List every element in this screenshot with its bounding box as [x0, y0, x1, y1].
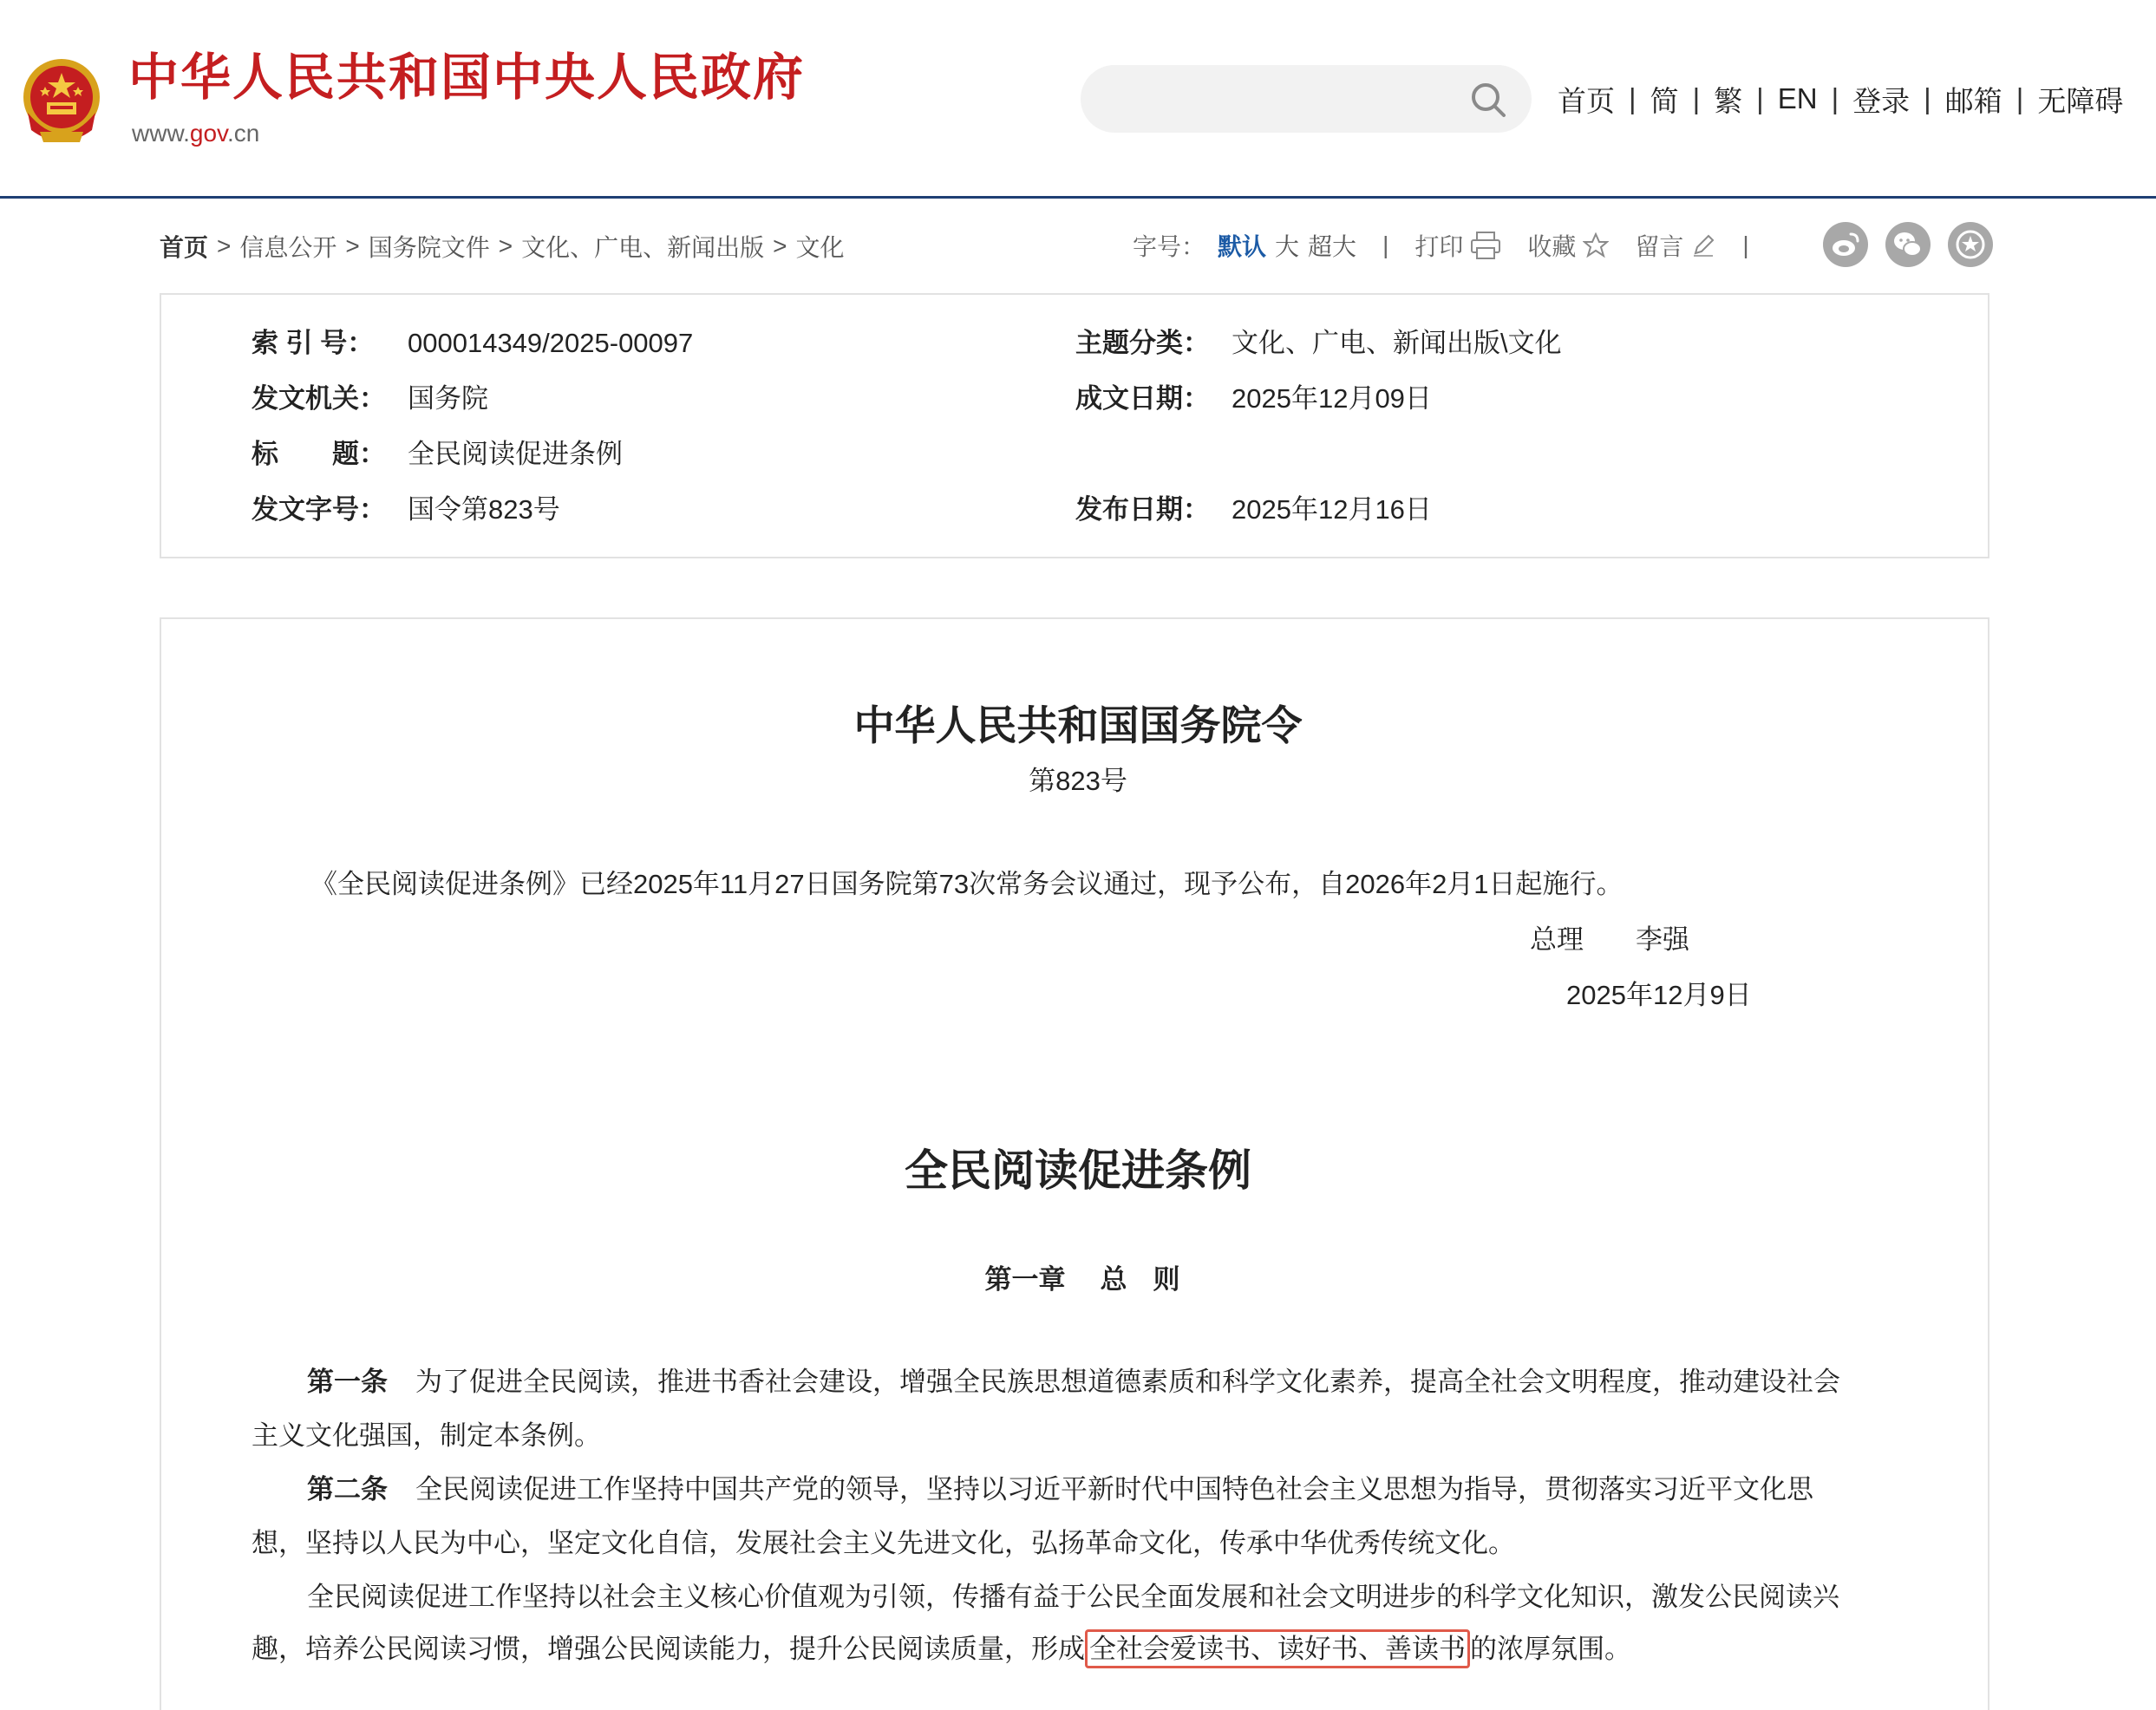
chapter-name-1: 总 — [1100, 1264, 1127, 1295]
font-size-label: 字号： — [1133, 233, 1206, 260]
premier-name: 李强 — [1636, 924, 1689, 955]
printer-icon — [1470, 231, 1501, 260]
meta-docno-value: 国令第823号 — [408, 494, 560, 525]
meta-docno-key: 发文字号： — [252, 494, 386, 525]
nav-login[interactable]: 登录 — [1852, 84, 1911, 117]
breadcrumb-culture-media[interactable]: 文化、广电、新闻出版 — [521, 234, 765, 261]
font-size-large[interactable]: 大 — [1275, 233, 1300, 260]
breadcrumb-home[interactable]: 首页 — [160, 234, 209, 261]
nav-traditional[interactable]: 繁 — [1714, 84, 1743, 117]
article-2-label: 第二条 — [307, 1474, 388, 1504]
search-icon[interactable] — [1469, 81, 1507, 119]
font-size-xlarge[interactable]: 超大 — [1308, 233, 1357, 260]
decree-title: 中华人民共和国国务院令 — [853, 702, 1303, 748]
wechat-icon[interactable] — [1885, 222, 1931, 267]
article-2b-line-1: 全民阅读促进工作坚持以社会主义核心价值观为引领，传播有益于公民全面发展和社会文明进步的科学文化知识，激发公民阅读兴 — [307, 1582, 1839, 1612]
breadcrumb-separator: > — [345, 232, 360, 259]
chapter-number: 第一章 — [984, 1264, 1066, 1295]
meta-topic-value: 文化、广电、新闻出版\文化 — [1232, 328, 1562, 358]
meta-written-value: 2025年12月09日 — [1232, 383, 1432, 414]
meta-topic-key: 主题分类： — [1075, 328, 1210, 358]
breadcrumb-info-public[interactable]: 信息公开 — [239, 234, 337, 261]
meta-published-value: 2025年12月16日 — [1232, 494, 1432, 525]
favorite-button[interactable] — [1527, 228, 1609, 263]
meta-title-value: 全民阅读促进条例 — [408, 439, 623, 469]
meta-title-key: 标 题： — [252, 439, 386, 469]
meta-issuer-value: 国务院 — [408, 383, 488, 414]
chapter-name-2: 则 — [1153, 1264, 1180, 1295]
meta-index — [252, 330, 693, 356]
meta-published-key: 发布日期： — [1075, 494, 1210, 525]
tools-separator: | — [1742, 232, 1749, 258]
weibo-icon[interactable] — [1823, 222, 1868, 267]
breadcrumb-culture[interactable]: 文化 — [795, 234, 845, 261]
meta-issuer — [252, 385, 488, 412]
search-box — [1081, 65, 1532, 133]
site-url-suffix: .cn — [226, 120, 260, 147]
nav-separator: | — [1831, 82, 1839, 114]
meta-index-key: 索 引 号： — [252, 328, 375, 358]
tools-separator: | — [1382, 232, 1389, 258]
print-button[interactable] — [1414, 228, 1501, 263]
meta-written-key: 成文日期： — [1075, 383, 1210, 414]
premier-title: 总理 — [1530, 924, 1584, 955]
nav-mailbox[interactable]: 邮箱 — [1944, 84, 2002, 117]
print-label: 打印 — [1414, 233, 1464, 260]
star-icon — [1583, 232, 1609, 258]
article-2b-text-pre: 趣，培养公民阅读习惯，增强公民阅读能力，提升公民阅读质量，形成 — [252, 1634, 1085, 1664]
decree-number: 第823号 — [1029, 766, 1127, 796]
article-1-text-1: 为了促进全民阅读，推进书香社会建设，增强全民族思想道德素质和科学文化素养，提高全社会文明程度，推动建设社会 — [415, 1367, 1840, 1397]
decree-text: 《全民阅读促进条例》已经2025年11月27日国务院第73次常务会议通过，现予公布，自2026年2月1日起施行。 — [310, 869, 1624, 899]
nav-separator: | — [1756, 82, 1764, 114]
site-url[interactable] — [132, 121, 259, 146]
site-url-prefix: www. — [132, 120, 190, 147]
site-url-gov: gov — [189, 120, 227, 147]
comment-label: 留言 — [1635, 233, 1684, 260]
law-title: 全民阅读促进条例 — [905, 1146, 1251, 1195]
site-header — [0, 0, 2156, 199]
premier-signature — [1530, 926, 1689, 953]
nav-separator: | — [2016, 82, 2024, 114]
article-tools — [1133, 224, 1775, 267]
nav-home[interactable]: 首页 — [1558, 84, 1615, 117]
nav-separator: | — [1692, 82, 1701, 114]
breadcrumb-separator: > — [498, 232, 513, 259]
meta-title — [252, 441, 623, 467]
pencil-icon — [1690, 232, 1716, 258]
meta-index-value: 000014349/2025-00097 — [408, 328, 694, 358]
chapter-heading — [0, 1257, 2156, 1296]
comment-button[interactable] — [1635, 228, 1716, 263]
top-nav — [1558, 80, 2123, 118]
meta-issuer-key: 发文机关： — [252, 383, 386, 414]
meta-docno — [252, 496, 560, 523]
search-input[interactable] — [1107, 65, 1457, 134]
meta-topic — [1075, 330, 1562, 356]
article-2b-line-2 — [252, 1635, 1631, 1662]
nav-separator: | — [1629, 82, 1637, 114]
national-emblem-icon[interactable] — [16, 52, 108, 153]
breadcrumb-separator: > — [217, 232, 232, 259]
article-2-text-1: 全民阅读促进工作坚持中国共产党的领导，坚持以习近平新时代中国特色社会主义思想为指导，贯彻落实习近平文化思 — [415, 1474, 1813, 1504]
highlighted-phrase: 全社会爱读书、读好书、善读书 — [1085, 1629, 1470, 1668]
nav-simplified[interactable]: 简 — [1650, 84, 1679, 117]
nav-separator: | — [1924, 82, 1931, 114]
font-size-default[interactable]: 默认 — [1218, 233, 1267, 260]
article-1-line-2: 主义文化强国，制定本条例。 — [252, 1420, 601, 1451]
decree-date: 2025年12月9日 — [1566, 980, 1752, 1010]
article-2-line-2: 想，坚持以人民为中心，坚定文化自信，发展社会主义先进文化，弘扬革命文化，传承中华优秀传统文化。 — [252, 1528, 1515, 1558]
meta-published-date — [1075, 496, 1432, 523]
article-2b-text-post: 的浓厚氛围。 — [1470, 1634, 1631, 1664]
favorite-label: 收藏 — [1527, 233, 1577, 260]
site-name[interactable]: 中华人民共和国中央人民政府 — [128, 48, 806, 107]
article-1-label: 第一条 — [307, 1367, 388, 1397]
breadcrumb-state-council-docs[interactable]: 国务院文件 — [368, 234, 490, 261]
article-1-line-1 — [307, 1368, 1840, 1395]
meta-written-date — [1075, 385, 1432, 412]
breadcrumb-separator: > — [773, 232, 787, 259]
article-2-line-1 — [307, 1476, 1813, 1503]
breadcrumb — [160, 229, 845, 264]
nav-english[interactable]: EN — [1777, 82, 1818, 114]
nav-accessibility[interactable]: 无障碍 — [2037, 84, 2124, 117]
star-share-icon[interactable] — [1948, 222, 1993, 267]
